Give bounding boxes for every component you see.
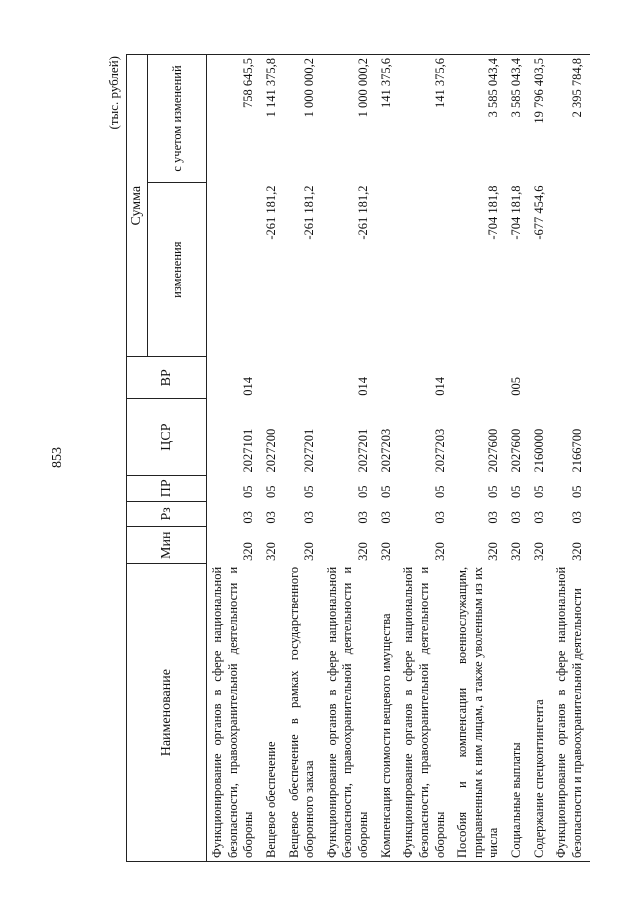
row-csr-cell: 2027203: [432, 428, 447, 473]
row-pr-cell: 05: [302, 485, 317, 499]
page-number: 853: [50, 447, 65, 468]
row-min-cell: 320: [531, 542, 546, 561]
row-min-cell: 320: [302, 542, 317, 561]
row-changes-cell: [376, 182, 399, 356]
row-rz-cell: 03: [241, 511, 256, 524]
row-name-cell: Пособия и компенсации военнослужащим, приравненным к ним лицам, а также уволенным из их числа: [452, 564, 506, 862]
row-vr-cell: 014: [432, 376, 447, 396]
units-label: (тыс. рублей): [106, 56, 121, 130]
row-rz-cell: 03: [509, 511, 523, 524]
row-name-cell: Содержание спецконтингента: [529, 564, 552, 862]
row-pr-cell: 05: [432, 485, 447, 499]
row-total-cell: 2 395 784,8: [551, 55, 589, 183]
row-total-cell: 141 375,6: [376, 55, 399, 183]
row-pr-cell: 05: [531, 485, 546, 499]
row-pr-cell: 05: [569, 485, 584, 499]
row-changes-cell: -261 181,2: [263, 185, 278, 240]
row-total-cell: 141 375,6: [398, 55, 452, 183]
rotated-document-sheet: [70, 42, 585, 862]
row-min-cell: 320: [486, 542, 501, 561]
row-total-cell: 758 645,5: [207, 55, 261, 183]
row-csr-cell: 2160000: [531, 428, 546, 473]
row-csr-cell: 2027101: [241, 428, 256, 473]
row-pr-cell: 05: [263, 485, 278, 499]
row-min-cell: 320: [509, 542, 523, 561]
row-min-cell: 320: [378, 542, 393, 561]
header-vr: ВР: [127, 357, 207, 399]
row-min-cell: 320: [241, 542, 256, 561]
row-name-cell: Функционирование органов в сфере национальной безопасности и правоохранительной деятельности: [551, 564, 589, 862]
row-vr-cell: [376, 357, 399, 399]
table-row: [207, 55, 261, 862]
row-rz-cell: 03: [302, 511, 317, 524]
row-min-cell: 320: [569, 542, 584, 561]
row-changes-cell: -261 181,2: [356, 185, 370, 240]
row-csr-cell: 2027200: [263, 428, 278, 473]
row-total-cell: 3 585 043,4: [506, 55, 529, 183]
row-pr-cell: 05: [486, 485, 501, 499]
table-row: [529, 55, 552, 862]
row-changes-cell: -261 181,2: [302, 185, 317, 240]
header-pr: ПР: [127, 475, 207, 501]
row-csr-cell: 2166700: [569, 428, 584, 473]
header-rz: Рз: [127, 501, 207, 527]
table-row: [452, 55, 506, 862]
table-row: [322, 55, 376, 862]
row-vr-cell: 014: [241, 376, 256, 396]
row-changes-cell: [551, 182, 589, 356]
header-min: Мин: [127, 527, 207, 564]
table-row: [284, 55, 322, 862]
row-name-cell: Функционирование органов в сфере национальной безопасности, правоохранительной деятельности и обороны: [322, 564, 376, 862]
header-name: Наименование: [127, 564, 207, 862]
table-row: [398, 55, 452, 862]
row-changes-cell: [398, 182, 452, 356]
header-changes: изменения: [148, 182, 207, 356]
header-csr: ЦСР: [127, 399, 207, 476]
row-changes-cell: [207, 182, 261, 356]
row-csr-cell: 2027201: [302, 428, 317, 473]
row-rz-cell: 03: [569, 511, 584, 524]
row-pr-cell: 05: [378, 485, 393, 499]
row-changes-cell: -704 181,8: [486, 185, 501, 240]
row-rz-cell: 03: [356, 511, 370, 524]
table-row: [506, 55, 529, 862]
row-vr-cell: [284, 357, 322, 399]
table-row: [261, 55, 284, 862]
table-body: [207, 55, 590, 862]
row-changes-cell: -677 454,6: [531, 185, 546, 240]
row-total-cell: 1 000 000,2: [284, 55, 322, 183]
row-changes-cell: -704 181,8: [509, 185, 523, 240]
header-with-changes: с учетом изменений: [148, 55, 207, 183]
row-min-cell: 320: [263, 542, 278, 561]
table-row: [376, 55, 399, 862]
row-rz-cell: 03: [531, 511, 546, 524]
row-name-cell: Вещевое обеспечение: [261, 564, 284, 862]
row-name-cell: Функционирование органов в сфере национальной безопасности, правоохранительной деятельности и обороны: [398, 564, 452, 862]
row-pr-cell: 05: [241, 485, 256, 499]
row-pr-cell: 05: [356, 485, 370, 499]
row-rz-cell: 03: [263, 511, 278, 524]
row-name-cell: Функционирование органов в сфере национальной безопасности, правоохранительной деятельности и обороны: [207, 564, 261, 862]
row-pr-cell: 05: [509, 485, 523, 499]
row-vr-cell: [529, 357, 552, 399]
row-total-cell: 3 585 043,4: [452, 55, 506, 183]
row-name-cell: Вещевое обеспечение в рамках государственного оборонного заказа: [284, 564, 322, 862]
header-sum: Сумма: [127, 55, 148, 357]
row-name-cell: Социальные выплаты: [506, 564, 529, 862]
row-csr-cell: 2027203: [378, 428, 393, 473]
row-total-cell: 19 796 403,5: [529, 55, 552, 183]
row-min-cell: 320: [432, 542, 447, 561]
row-csr-cell: 2027201: [356, 428, 370, 473]
row-name-cell: Компенсация стоимости вещевого имущества: [376, 564, 399, 862]
row-vr-cell: [551, 357, 589, 399]
row-total-cell: 1 141 375,8: [261, 55, 284, 183]
row-vr-cell: [452, 357, 506, 399]
row-rz-cell: 03: [378, 511, 393, 524]
row-rz-cell: 03: [432, 511, 447, 524]
table-row: [551, 55, 589, 862]
row-vr-cell: [261, 357, 284, 399]
row-csr-cell: 2027600: [509, 428, 523, 473]
budget-table: [126, 54, 590, 862]
row-vr-cell: 005: [509, 376, 523, 396]
row-csr-cell: 2027600: [486, 428, 501, 473]
row-total-cell: 1 000 000,2: [322, 55, 376, 183]
row-min-cell: 320: [356, 542, 370, 561]
row-rz-cell: 03: [486, 511, 501, 524]
row-vr-cell: 014: [356, 376, 370, 396]
